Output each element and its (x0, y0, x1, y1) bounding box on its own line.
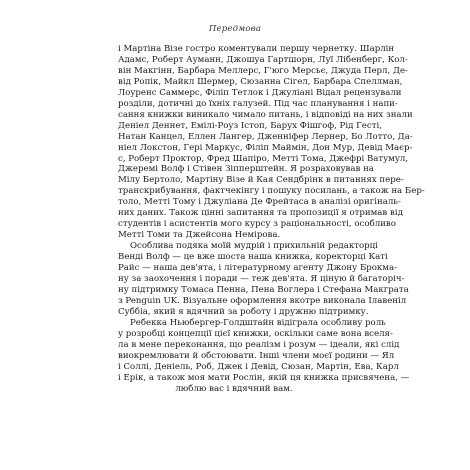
text-line: ну за заохочення і поради — теж дев'ята. Я ціную й багаторіч- (118, 274, 405, 285)
text-line: виокремлювати й обстоювати. Інші члени моєї родини — Ял (118, 350, 395, 361)
text-line: і Мартіна Візе гостро коментували першу чернетку. Шарлін (118, 44, 395, 54)
paragraph-3 (118, 317, 410, 395)
running-head: Передмова (208, 24, 262, 34)
text-line: толо, Метті Тому і Джуліана Де Фрейтаса в аналізі оригіналь- (118, 197, 401, 208)
text-line: Мілу Бертоло, Мартіну Візе й Кая Сендбрінк в питаннях пере- (118, 175, 404, 186)
text-line: Суббіа, який я вдячний за роботу і дружню підтримку. (118, 306, 369, 317)
text-line: і Соллі, Деніель, Роб, Джек і Девід, Сюзан, Мартін, Ева, Карл (118, 361, 399, 372)
text-line: ніел Локстон, Гері Маркус, Філіп Маймін, Дон Мур, Девід Маєр- (118, 142, 413, 153)
paragraph-2 (118, 241, 409, 318)
text-line: від Ропік, Майкл Шермер, Сюзанна Сігел, Барбара Спеллман, (118, 76, 403, 87)
text-line: Венді Волф — це вже шоста наша книжка, коректорці Каті (118, 252, 388, 263)
text-line: Адамс, Роберт Ауманн, Джошуа Гартшорн, Луї Лібенберг, Кол- (118, 54, 408, 65)
body-text (118, 44, 425, 395)
text-line: Лоуренс Саммерс, Філіп Тетлок і Джуліані Відал рецензували (118, 87, 402, 98)
text-line: Райс — наша дев'ята, і літературному агенту Джону Брокма- (118, 263, 398, 274)
text-line: студентів і асистентів мого курсу з раціональності, особливо (118, 219, 396, 230)
text-line: з Penguin UK. Візуальне оформлення вкотре виконала Ілавеніл (118, 295, 407, 306)
text-line: ла в мене переконання, що реалізм і розум — ідеали, які слід (118, 339, 400, 350)
text-line: сання книжки виникало чимало питань, і відповіді на них знали (118, 109, 413, 120)
text-line: них даних. Також цінні запитання та пропозиції я отримав від (118, 208, 403, 219)
text-line: транскрибування, фактчекінгу і пошуку посилань, а також на Бер- (118, 186, 425, 197)
text-line: люблю вас і вдячний вам. (175, 383, 293, 394)
text-line: Метті Томи та Джейсона Немірова. (118, 230, 281, 241)
text-line: Натан Канцел, Еллен Лангер, Дженніфер Лернер, Бо Лотто, Да- (118, 131, 413, 142)
text-line: ну підтримку Томаса Пенна, Пена Воглера і Стефана Макграта (118, 284, 409, 295)
text-line: розділи, дотичні до їхніх галузей. Під час планування і напи- (118, 98, 398, 109)
text-line: Джеремі Волф і Стівен Зіпперштейн. Я розраховував на (118, 164, 374, 175)
text-line: і Ерік, а також моя мати Рослін, якій ця книжка присвячена, — (118, 372, 410, 383)
text-line: с, Роберт Проктор, Фред Шапіро, Метті Тома, Джефрі Ватумул, (118, 153, 409, 164)
text-line: Ребекка Ньюбергер-Голдштайн відіграла особливу роль (130, 317, 386, 328)
text-line: Особлива подяка моїй мудрій і прихильній редакторці (130, 241, 378, 252)
text-line: у розробці концепції цієї книжки, оскільки саме вона вселя- (118, 328, 393, 339)
paragraph-1 (118, 44, 425, 241)
text-line: Деніел Деннет, Емілі-Роуз Істоп, Барух Фішгоф, Рід Гесті, (118, 120, 382, 131)
text-line: він Макгінн, Барбара Меллерс, Г'юго Мерсьє, Джуда Перл, Де- (118, 65, 408, 76)
